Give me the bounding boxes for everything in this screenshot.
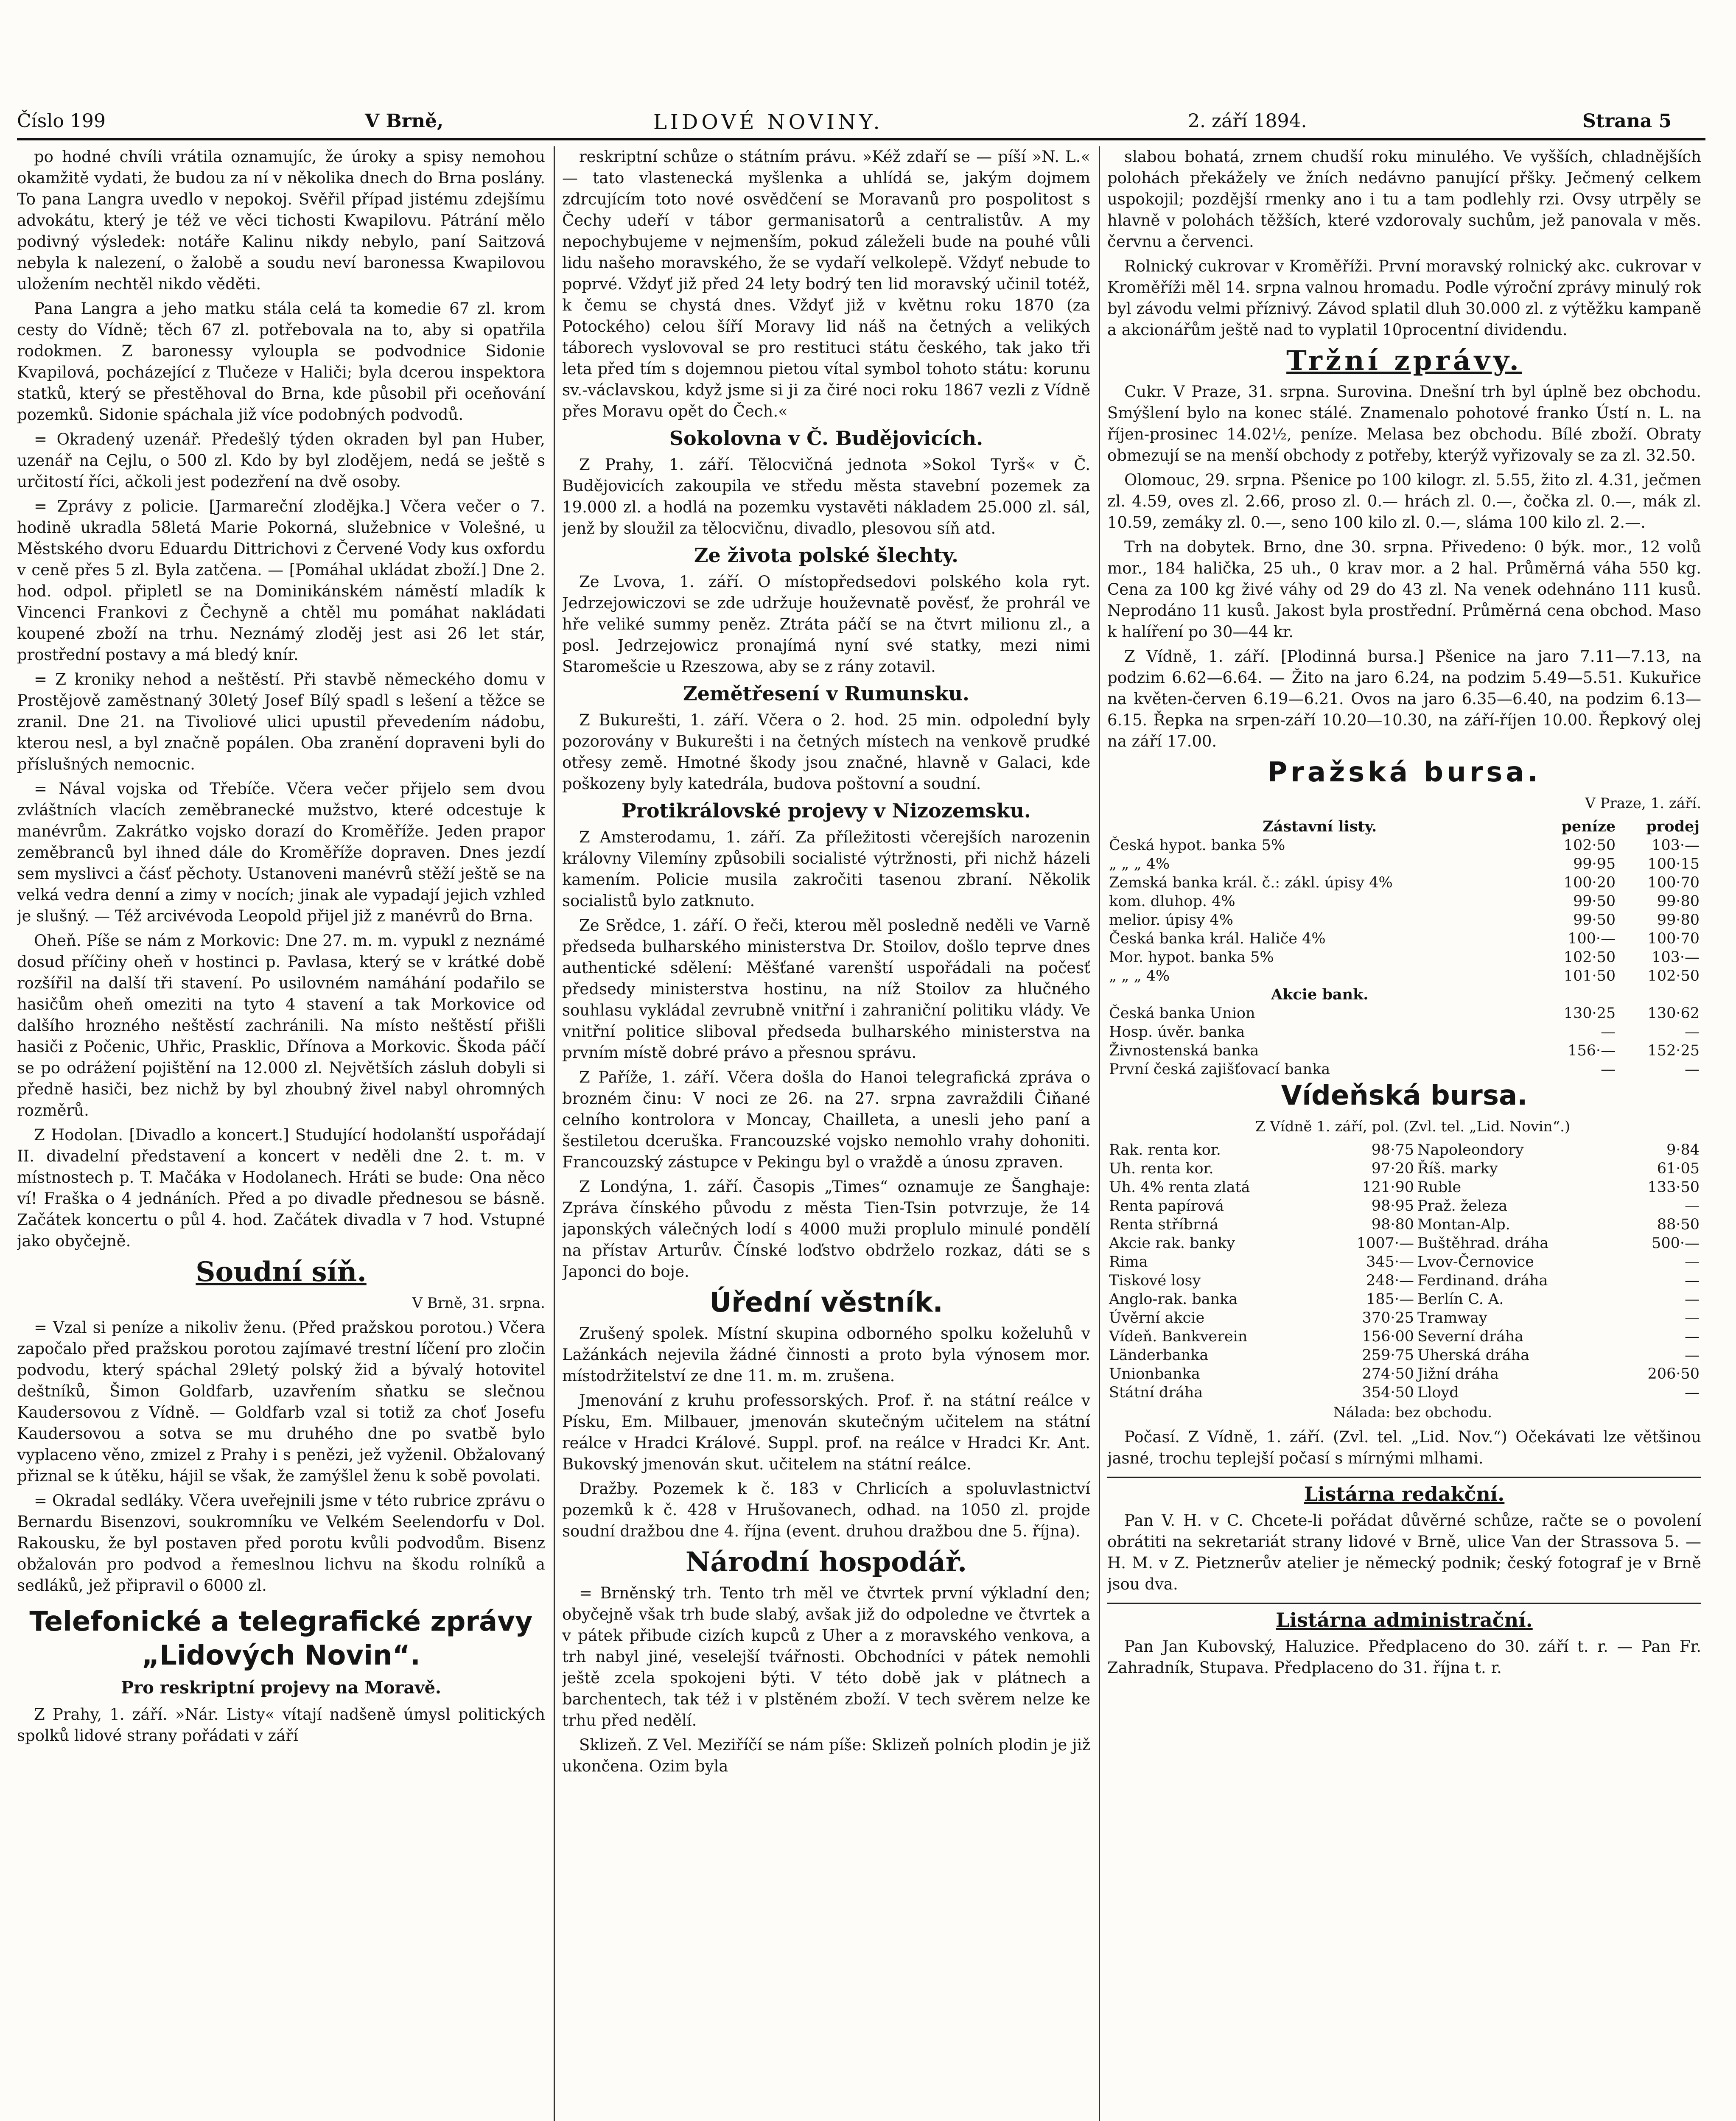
- table-cell: 130·25: [1563, 1005, 1616, 1022]
- table-cell: 370·25: [1362, 1310, 1414, 1326]
- table-cell: 99·80: [1657, 893, 1700, 910]
- table-row: [1107, 1041, 1701, 1060]
- table-row: [1107, 1327, 1701, 1346]
- table-cell: Severní dráha: [1417, 1328, 1524, 1345]
- table-header: peníze: [1561, 818, 1616, 835]
- table-cell: 101·50: [1563, 968, 1616, 985]
- section-heading: Národní hospodář.: [685, 1546, 967, 1578]
- table-cell: 156·—: [1568, 1042, 1616, 1059]
- article-text: reskriptní schůze o státním právu. »Kéž zdaří se — píší »N. L.« — tato vlastenecká myšlenka a uhlídá se, jakým dojmem zdrcujícím toto nové osvědčení se Moravanů pro pospolitost s Čechy udeří v tábor germanisatorů a centralistův. A my nepochybujeme v nejmenším, pokud záleželi bude na pouhé vůli lidu našeho moravského, že se vydaří velkolepě. Vždyť nebude to poprvé. Vždyť již před 24 lety bodrý ten lid moravský učinil totéž, k čemu se chystá dnes. Vždyť již v květnu roku 1870 (za Potockého) celou šíří Moravy lid náš na četných a velikých táborech vyslovoval se pro restituci státu českého, tak jako tři leta před tím s dojemnou pietou vítal symbol tohoto státu: korunu sv.-václavskou, když jsme si ji za čiré noci roku 1867 vezli z Vídně přes Moravu opět do Čech.«: [562, 148, 1090, 420]
- article-text: Z Paříže, 1. září. Včera došla do Hanoi telegrafická zpráva o brozném činu: V noci ze 26. na 27. srpna zavraždili Čiňané celního kontrolora v Moncay, Chailleta, a unesli jeho paní a šestiletou dceruška. Francouzské vojsko nemohlo vrahy dohoniti. Francouzský zástupce v Pekingu byl o vraždě a únosu zpraven.: [562, 1068, 1090, 1171]
- table-row: [1107, 1023, 1701, 1041]
- table-cell: Unionbanka: [1109, 1365, 1200, 1382]
- table-cell: Vídeň. Bankverein: [1109, 1328, 1248, 1345]
- article-text: Z Vídně, 1. září. [Plodinná bursa.] Pšenice na jaro 7.11—7.13, na podzim 6.62—6.64. — Žito na jaro 6.24, na podzim 5.49—5.51. Kukuřice na květen-červen 6.19—6.21. Ovos na jaro 6.35—6.40, na podzim 6.13—6.15. Řepka na srpen-září 10.20—10.30, na září-říjen 10.00. Řepkový olej na září 17.00.: [1107, 647, 1701, 750]
- article-text: Sklizeň. Z Vel. Meziříčí se nám píše: Sklizeň polních plodin je již ukončena. Ozim byla: [562, 1736, 1090, 1775]
- table-cell: 354·50: [1362, 1384, 1414, 1401]
- table-cell: Uherská dráha: [1417, 1347, 1530, 1364]
- table-cell: 99·50: [1573, 912, 1616, 929]
- table-row: [1107, 1159, 1701, 1178]
- article-text: = Z kroniky nehod a neštěstí. Při stavbě německého domu v Prostějově zaměstnaný 30letý Josef Bílý spadl s lešení a těžce se zranil. Dne 21. na Tivoliové ulici upustil převedením nádobu, kterou nesl, a byl značně popálen. Oba zranění dopraveni byli do příslušných nemocnic.: [17, 670, 545, 773]
- table-cell: 248·—: [1366, 1272, 1414, 1289]
- table-row: [1107, 1004, 1701, 1023]
- column-1: [17, 146, 545, 2121]
- table-row: [1107, 873, 1701, 892]
- article-text: Dražby. Pozemek k č. 183 v Chrlicích a spoluvlastnictví pozemků k č. 428 v Hrušovanech, odhad. na 1050 zl. projde soudní dražbou dne 4. října (event. druhou dražbou dne 5. října).: [562, 1480, 1090, 1540]
- header-rule: [17, 138, 1705, 140]
- vienna-bourse-table: [1107, 1141, 1701, 1402]
- section-heading: Telefonické a telegrafické zprávy „Lidových Novin“.: [29, 1606, 533, 1671]
- table-cell: Buštěhrad. dráha: [1417, 1235, 1549, 1252]
- table-row: [1107, 1365, 1701, 1383]
- table-cell: —: [1685, 1024, 1700, 1041]
- article-text: Oheň. Píše se nám z Morkovic: Dne 27. m. m. vypukl z neznámé dosud příčiny oheň v hostinci p. Pavlasa, který se v krátké době rozšířil na další tři stavení. Po usilovném namáhání podařilo se hasičům oheň omeziti na tyto 4 stavení a tak Morkovice od dalšího hrozného neštěstí zachránili. Na místo neštěstí přišli hasiči z Počenic, Uhřic, Prasklic, Dřínova a Morkovic. Škoda páčí se po odrážení pojištění na 12.000 zl. Největších zásluh dobyli si předně hasiči, bez nichž by byl zhoubný živel nabyl ohromných rozměrů.: [17, 932, 545, 1119]
- table-cell: Rak. renta kor.: [1109, 1142, 1221, 1158]
- table-cell: 100·20: [1563, 874, 1616, 891]
- table-cell: 152·25: [1647, 1042, 1700, 1059]
- editorial-notices-box: [1107, 1477, 1701, 1595]
- table-cell: —: [1601, 1024, 1616, 1041]
- article-text: Z Prahy, 1. září. Tělocvičná jednota »Sokol Tyrš« v Č. Budějovicích zakoupila ve středu města stavební pozemek za 19.000 zl. a hodlá na pozemku vystavěti nákladem 25.000 zl. sál, jenž by sloužil za tělocvičnu, divadlo, plesovou síň atd.: [562, 456, 1090, 537]
- table-cell: Tiskové losy: [1109, 1272, 1201, 1289]
- table-cell: 133·50: [1647, 1179, 1700, 1196]
- table-cell: Renta papírová: [1109, 1198, 1224, 1214]
- section-dateline: V Praze, 1. září.: [1585, 795, 1701, 812]
- column-divider: [554, 146, 555, 2121]
- header-city: V Brně,: [365, 110, 444, 132]
- table-cell: Jižní dráha: [1417, 1365, 1499, 1382]
- table-cell: Živnostenská banka: [1109, 1042, 1259, 1059]
- table-row: [1107, 1271, 1701, 1290]
- table-row: [1107, 1141, 1701, 1159]
- table-cell: 500·—: [1652, 1235, 1700, 1252]
- table-cell: 99·80: [1657, 912, 1700, 929]
- table-cell: Tramway: [1417, 1310, 1487, 1326]
- table-header-row: [1107, 817, 1701, 836]
- table-header: Zástavní listy.: [1263, 818, 1377, 835]
- table-row: [1107, 948, 1701, 967]
- section-heading: Vídeňská bursa.: [1281, 1080, 1528, 1111]
- article-text: = Brněnský trh. Tento trh měl ve čtvrtek první výkladní den; obyčejně však trh bude slabý, avšak již do odpoledne ve čtvrtek a v pátek přibude cizích kupců z Uher a z moravského venkova, a trh nabyl jiné, veselejší tvářnosti. Obchodníci v pátek nemohli ještě zcela spokojeni býti. V této době jak v plátnech a barchentech, tak též i v plstěném zboží. V tech svěrem nelze ke trhu před nedělí.: [562, 1584, 1090, 1729]
- table-cell: 97·20: [1371, 1160, 1414, 1177]
- table-cell: Mor. hypot. banka 5%: [1109, 949, 1274, 966]
- table-cell: 103·—: [1652, 949, 1700, 966]
- table-cell: —: [1685, 1384, 1700, 1401]
- table-row: [1107, 1178, 1701, 1197]
- article-text: Z Londýna, 1. září. Časopis „Times“ oznamuje ze Šanghaje: Zpráva čínského původu z města Tien-Tsin potvrzuje, že 14 japonských válečných lodí s 4000 muži proplulo minulé pondělí na přístav Arturův. Čínské loďstvo obdrželo rozkaz, dáti se s Japonci do boje.: [562, 1178, 1090, 1281]
- table-cell: Montan-Alp.: [1417, 1216, 1510, 1233]
- article-text: Z Amsterodamu, 1. září. Za příležitosti včerejších narozenin královny Vilemíny způsobili socialisté výtržnosti, při nichž házeli kamením. Policie musila zakročiti tasenou zbraní. Několik socialistů bylo zatknuto.: [562, 828, 1090, 910]
- table-cell: Státní dráha: [1109, 1384, 1203, 1401]
- table-cell: Uh. 4% renta zlatá: [1109, 1179, 1250, 1196]
- table-cell: —: [1685, 1061, 1700, 1078]
- table-cell: 99·95: [1573, 856, 1616, 873]
- article-text: Pan Jan Kubovský, Haluzice. Předplaceno do 30. září t. r. — Pan Fr. Zahradník, Stupava. Předplaceno do 31. října t. r.: [1107, 1637, 1701, 1677]
- article-text: Z Hodolan. [Divadlo a koncert.] Studující hodolanští uspořádají II. divadelní představení a koncert v neděli dne 2. t. m. v místnostech p. T. Mačáka v Hodolanech. Hráti se bude: Ona něco ví! Fraška o 4 jednáních. Před a po divadle přednesou se básně. Začátek koncertu o půl 4. hod. Začátek divadla v 7 hod. Vstupné jako obyčejně.: [17, 1126, 545, 1250]
- table-cell: Úvěrní akcie: [1109, 1310, 1205, 1326]
- table-cell: —: [1685, 1272, 1700, 1289]
- article-text: po hodné chvíli vrátila oznamujíc, že úroky a spisy nemohou okamžitě vydati, že budou za ní v několika dnech do Brna poslány. To pana Langra uvedlo v nepokoj. Svěřil případ jistému zdejšímu advokátu, který je též ve věci tichosti Kwapilovu. Pátrání mělo podivný výsledek: notáře Kalinu nikdy nebylo, paní Saitzová nebyla k nalezení, o žalobě a soudu neví baronessa Kwapilovou uložením nechtěl nikdo věděti.: [17, 148, 545, 293]
- table-cell: 103·—: [1652, 837, 1700, 854]
- table-cell: „ „ „ 4%: [1109, 968, 1170, 985]
- table-cell: 100·70: [1647, 874, 1700, 891]
- article-text: Ze Lvova, 1. září. O místopředsedovi polského kola ryt. Jedrzejowiczovi se zde udržuje houževnatě pověsť, že prohrál ve hře veliké summy peněz. Ztráta páčí se na čtvrt milionu zl., a posl. Jedrzejowicz pronajímá nyní své statky, mezi nimi Staromešcie u Rzeszowa, aby se z rány zotavil.: [562, 573, 1090, 676]
- table-row: [1107, 911, 1701, 929]
- column-3: [1107, 146, 1701, 2121]
- article-text: Ze Srědce, 1. září. O řeči, kterou měl posledně neděli ve Varně předseda bulharského ministerstva Dr. Stoilov, došlo teprve dnes authentické sdělení: Měšťané varenští uspořádali na počesť předsedy ministerstva hostinu, na níž Stoilov za hlučného souhlasu vykládal zevrubně vnitřní i zahraniční politiku vlády. Ve vnitřní politice sliboval předseda bulharského ministerstva na prvním místě dobré právo a přesnou správu.: [562, 916, 1090, 1062]
- table-row: [1107, 836, 1701, 855]
- table-cell: —: [1685, 1291, 1700, 1308]
- article-text: Z Bukurešti, 1. září. Včera o 2. hod. 25 min. odpolední byly pozorovány v Bukurešti i na četných místech na venkově prudké otřesy země. Hmotné škody jsou značné, hlavně v Galaci, kde poškozeny byly katedrála, budova poštovní a soudní.: [562, 711, 1090, 793]
- table-cell: Akcie bank.: [1271, 986, 1369, 1003]
- table-cell: 156·00: [1362, 1328, 1414, 1345]
- article-text: Jmenování z kruhu professorských. Prof. ř. na státní reálce v Písku, Em. Milbauer, jmenován skutečným učitelem na státní reálce v Hradci Králové. Suppl. prof. na reálce v Hradci Kr. Ant. Bukovský jmenován skut. učitelem na státní reálce.: [562, 1391, 1090, 1473]
- table-row: [1107, 967, 1701, 985]
- table-row: [1107, 1060, 1701, 1079]
- article-text: = Okradal sedláky. Včera uveřejnili jsme v této rubrice zprávu o Bernardu Bisenzovi, soukromníku ve Velkém Seelendorfu v Dol. Rakousku, že byl postaven před porotu kvůli podvodům. Bisenz obžalován pro podvod a řemeslnou lichvu na škodu rolníků a sedláků, jež připravil o 6000 zl.: [17, 1491, 545, 1595]
- article-text: slabou bohatá, zrnem chudší roku minulého. Ve vyšších, chladnějších polohách překážely ve žních nedávno panující přšky. Ječmený celkem uspokojil; pozdější rmenky ano i tu a tam podlehly rzi. Ovsy utrpěly se hlavně v polohách těžších, které vzdorovaly suchům, jež panovala v měs. červnu a červenci.: [1107, 148, 1701, 251]
- table-cell: —: [1601, 1061, 1616, 1078]
- table-row: [1107, 892, 1701, 911]
- table-cell: 345·—: [1366, 1254, 1414, 1270]
- table-cell: Länderbanka: [1109, 1347, 1209, 1364]
- table-cell: 99·50: [1573, 893, 1616, 910]
- table-header: prodej: [1646, 818, 1700, 835]
- article-text: Pana Langra a jeho matku stála celá ta komedie 67 zl. krom cesty do Vídně; těch 67 zl. potřebovala na to, aby si opatřila rodokmen. Z baronessy vyloupla se podvodnice Sidonie Kvapilová, pocházející z Tlučeze v Haliči; byla dcerou inspektora statků, který se přestěhoval do Brna, kde působil při oceňování pozemků. Sidonie spáchala již více podobných podvodů.: [17, 299, 545, 424]
- page-header: [17, 85, 1705, 140]
- table-cell: 9·84: [1666, 1142, 1700, 1158]
- table-cell: Akcie rak. banky: [1109, 1235, 1235, 1252]
- section-heading: Tržní zprávy.: [1286, 345, 1522, 377]
- table-cell: 1007·—: [1356, 1235, 1414, 1252]
- article-text: Pan V. H. v C. Chcete-li pořádat důvěrné schůze, račte se o povolení obrátiti na sekretariát strany lidové v Brně, ulice Van der Strassova 5. — H. M. v Z. Pietznerův atelier je německý podnik; český fotograf je v Brně jsou dva.: [1107, 1511, 1701, 1593]
- section-heading: Úřední věstník.: [709, 1287, 943, 1318]
- table-cell: 100·70: [1647, 930, 1700, 947]
- table-cell: 130·62: [1647, 1005, 1700, 1022]
- table-row: [1107, 985, 1701, 1004]
- table-cell: Berlín C. A.: [1417, 1291, 1504, 1308]
- table-cell: 98·95: [1371, 1198, 1414, 1214]
- table-cell: —: [1685, 1310, 1700, 1326]
- table-cell: Rima: [1109, 1254, 1148, 1270]
- table-cell: 61·05: [1657, 1160, 1700, 1177]
- section-heading: Soudní síň.: [196, 1256, 367, 1288]
- table-cell: —: [1685, 1347, 1700, 1364]
- column-2: [562, 146, 1090, 2121]
- issue-date: 2. září 1894.: [1188, 110, 1307, 132]
- table-cell: 102·50: [1563, 949, 1616, 966]
- article-text: Trh na dobytek. Brno, dne 30. srpna. Přivedeno: 0 býk. mor., 12 volů mor., 184 halička, 25 uh., 0 krav mor. a 2 hal. Průměrná váha 550 kg. Cena za 100 kg živé váhy od 29 do 43 zl. Na venek odehnáno 111 kusů. Neprodáno 11 kusů. Jakost byla prostřední. Průměrná cena obchod. Maso k halíření po 30—44 kr.: [1107, 538, 1701, 641]
- table-row: [1107, 1215, 1701, 1234]
- article-heading: Ze života polské šlechty.: [694, 544, 959, 567]
- prague-bourse-table: [1107, 817, 1701, 1079]
- table-cell: Napoleondory: [1417, 1142, 1524, 1158]
- article-text: = Nával vojska od Třebíče. Včera večer přijelo sem dvou zvláštních vlacích zeměbranecké mužstvo, které odcestuje k manévrům. Zakrátko vojsko dorazí do Kroměříže. Jeden prapor zeměbranců byl ihned dále do Kroměříže dopraven. Dnes jezdí sem myslivci a čásť pěchoty. Ustanoveni manévrů stěží ještě se na velká vedra denní a zimy v nocích; jinak ale vypadají jejich vzhled je slušný. — Též arcivévoda Leopold přijel již z manévrů do Brna.: [17, 780, 545, 925]
- table-cell: —: [1685, 1328, 1700, 1345]
- table-cell: Anglo-rak. banka: [1109, 1291, 1238, 1308]
- table-cell: 121·90: [1362, 1179, 1414, 1196]
- table-row: [1107, 1234, 1701, 1253]
- section-heading: Pražská bursa.: [1267, 757, 1541, 788]
- article-heading: Zemětřesení v Rumunsku.: [683, 682, 969, 705]
- table-cell: kom. dluhop. 4%: [1109, 893, 1235, 910]
- table-cell: Česká banka Union: [1109, 1005, 1255, 1022]
- table-cell: 98·80: [1371, 1216, 1414, 1233]
- table-cell: 88·50: [1657, 1216, 1700, 1233]
- table-cell: Česká hypot. banka 5%: [1109, 837, 1285, 854]
- article-heading: Protikrálovské projevy v Nizozemsku.: [622, 799, 1031, 822]
- table-cell: [1617, 985, 1701, 1004]
- administrative-notices-box: [1107, 1603, 1701, 1679]
- table-row: [1107, 1197, 1701, 1215]
- article-text: Olomouc, 29. srpna. Pšenice po 100 kilogr. zl. 5.55, žito zl. 4.31, ječmen zl. 4.59, oves zl. 2.66, proso zl. 0.— hrách zl. 0.—, čočka zl. 0.—, mák zl. 10.59, zemáky zl. 0.—, seno 100 kilo zl. 0.—, sláma 100 kilo zl. 2.—.: [1107, 471, 1701, 532]
- section-dateline: Z Vídně 1. září, pol. (Zvl. tel. „Lid. Novin“.): [1255, 1118, 1571, 1135]
- article-heading: Sokolovna v Č. Budějovicích.: [669, 427, 983, 450]
- table-cell: Praž. železa: [1417, 1198, 1508, 1214]
- table-cell: [1532, 985, 1617, 1004]
- table-cell: Lloyd: [1417, 1384, 1459, 1401]
- table-cell: 185·—: [1366, 1291, 1414, 1308]
- table-cell: 274·50: [1362, 1365, 1414, 1382]
- table-row: [1107, 929, 1701, 948]
- table-row: [1107, 1253, 1701, 1271]
- table-cell: 206·50: [1647, 1365, 1700, 1382]
- table-cell: 102·50: [1647, 968, 1700, 985]
- table-row: [1107, 1383, 1701, 1402]
- article-text: Zrušený spolek. Místní skupina odborného spolku koželuhů v Lažánkách nejevila žádné činnosti a proto byla výnosem mor. místodržitelství ze dne 11. m. m. zrušena.: [562, 1324, 1090, 1385]
- section-heading: Listárna redakční.: [1304, 1483, 1505, 1505]
- table-cell: Ferdinand. dráha: [1417, 1272, 1548, 1289]
- table-cell: Zemská banka král. č.: zákl. úpisy 4%: [1109, 874, 1393, 891]
- table-cell: 100·15: [1647, 856, 1700, 873]
- table-cell: 100·—: [1568, 930, 1616, 947]
- table-cell: Lvov-Černovice: [1417, 1254, 1534, 1270]
- article-text: Cukr. V Praze, 31. srpna. Surovina. Dnešní trh byl úplně bez obchodu. Smýšlení bylo na konec stálé. Znamenalo pohotové franko Ústí n. L. na říjen-prosinec 14.02½, peníze. Melasa bez obchodu. Bílé zboží. Obraty obmezují se na menší obchody z potřeby, kterýž vyřizovaly se za zl. 32.50.: [1107, 383, 1701, 464]
- article-text: Rolnický cukrovar v Kroměříži. První moravský rolnický akc. cukrovar v Kroměříži měl 14. srpna valnou hromadu. Podle výroční zprávy minulý rok byl závodu velmi příznivý. Závod splatil dluh 30.000 zl. z výtěžku kampaně a akcionářům ještě nad to vyplatil 10procentní dividendu.: [1107, 257, 1701, 339]
- table-cell: Ruble: [1417, 1179, 1462, 1196]
- table-note: Nálada: bez obchodu.: [1333, 1404, 1492, 1421]
- table-cell: 98·75: [1371, 1142, 1414, 1158]
- table-cell: Hosp. úvěr. banka: [1109, 1024, 1245, 1041]
- table-cell: 259·75: [1362, 1347, 1414, 1364]
- newspaper-title: LIDOVÉ NOVINY.: [653, 110, 883, 134]
- table-row: [1107, 1309, 1701, 1327]
- page-number: Strana 5: [1582, 110, 1672, 132]
- table-cell: „ „ „ 4%: [1109, 856, 1170, 873]
- section-subheading: Pro reskriptní projevy na Moravě.: [121, 1678, 441, 1698]
- section-dateline: V Brně, 31. srpna.: [412, 1295, 545, 1312]
- column-divider: [1099, 146, 1100, 2121]
- article-text: = Zprávy z policie. [Jarmareční zlodějka.] Včera večer o 7. hodině ukradla 58letá Marie Pokorná, služebnice v Volešné, u Městského dvoru Eduardu Dittrichovi z Červené Vody kus oxfordu v ceně přes 5 zl. Byla zatčena. — [Pomáhal ukládat zboží.] Dne 2. hod. odpol. připletl se na Dominikánském náměstí mladík k Vincenci Frankovi z Čechyně a chtěl mu pomáhat nakládati koupené zboží na trhu. Neznámý zloděj jest asi 26 let stár, prostřední postavy a má bledý knír.: [17, 497, 545, 664]
- table-cell: Říš. marky: [1417, 1160, 1498, 1177]
- section-heading: Listárna administrační.: [1276, 1609, 1533, 1631]
- table-cell: —: [1685, 1198, 1700, 1214]
- table-cell: Uh. renta kor.: [1109, 1160, 1214, 1177]
- table-cell: První česká zajišťovací banka: [1109, 1061, 1330, 1078]
- table-cell: Česká banka král. Haliče 4%: [1109, 930, 1326, 947]
- table-row: [1107, 855, 1701, 873]
- article-text: = Vzal si peníze a nikoliv ženu. (Před pražskou porotou.) Včera započalo před pražskou porotou zajímavé trestní líčení pro zločin podvodu, který spáchal 29letý polský žid a bývalý hotovitel deštníků, Šimon Goldfarb, uzavřením sňatku se slečnou Kaudersovou z Vídně. — Goldfarb vzal si totiž za choť Josefu Kaudersovou a sotva se mu druhého dne po svatbě bylo vyplaceno věno, zmizel z Prahy i s penězi, jež vyženil. Obžalovaný přiznal se k útěku, hájil se však, že zamýšlel ženu k sobě povolati.: [17, 1318, 545, 1485]
- table-cell: —: [1685, 1254, 1700, 1270]
- issue-number: Číslo 199: [17, 110, 106, 132]
- table-row: [1107, 1346, 1701, 1365]
- table-cell: Renta stříbrná: [1109, 1216, 1219, 1233]
- table-cell: 102·50: [1563, 837, 1616, 854]
- article-text: = Okradený uzenář. Předešlý týden okraden byl pan Huber, uzenář na Cejlu, o 500 zl. Kdo by byl zlodějem, nedá se ještě s určitostí říci, ačkoli jest podezření na dvě osoby.: [17, 430, 545, 491]
- table-row: [1107, 1290, 1701, 1309]
- weather-report: Počasí. Z Vídně, 1. září. (Zvl. tel. „Lid. Nov.“) Očekávati lze většinou jasné, trochu teplejší počasí s mírnými mlhami.: [1107, 1428, 1701, 1467]
- table-cell: melior. úpisy 4%: [1109, 912, 1234, 929]
- article-text: Z Prahy, 1. září. »Nár. Listy« vítají nadšeně úmysl politických spolků lidové strany pořádati v září: [17, 1705, 545, 1745]
